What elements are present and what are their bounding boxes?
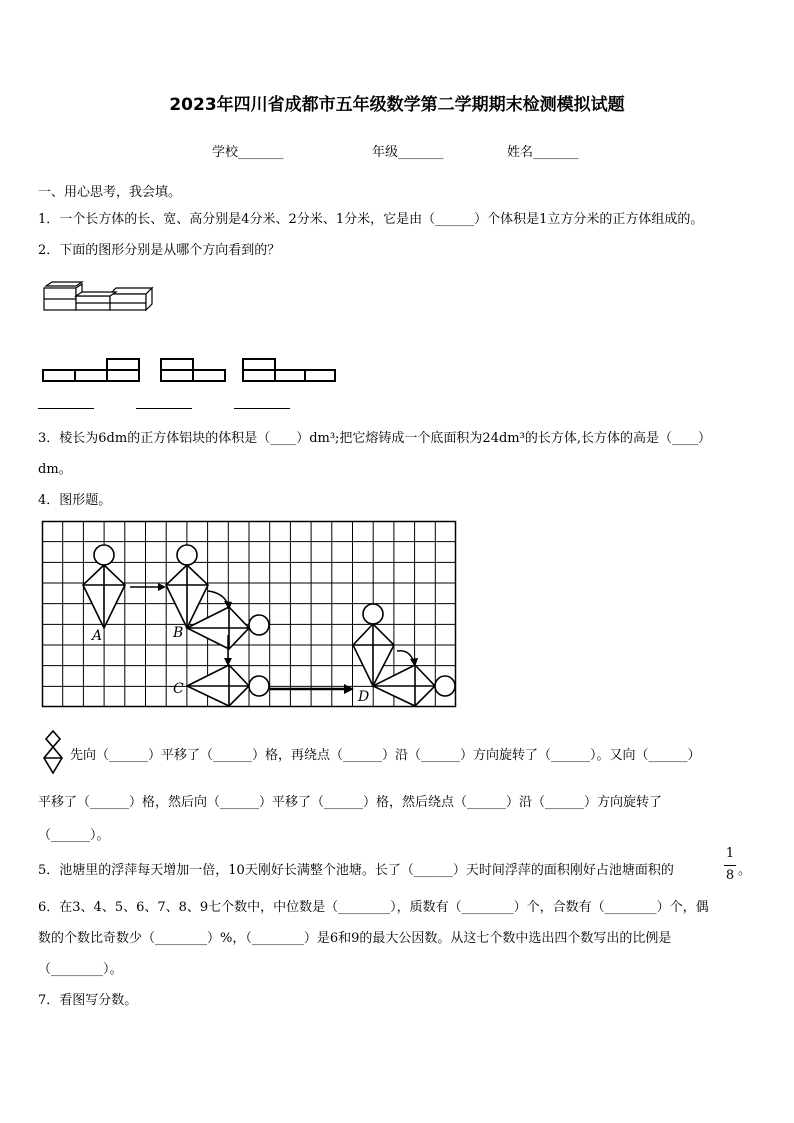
question-5-end: 。 — [738, 863, 752, 878]
answer-line-3[interactable] — [234, 408, 290, 409]
label-c: C — [173, 681, 184, 697]
question-3-line-2: dm。 — [38, 462, 72, 477]
transformation-grid — [42, 521, 456, 707]
question-5: 5．池塘里的浮萍每天增加一倍，10天刚好长满整个池塘。长了（______）天时间浮萍的面积刚好占池塘面积的 — [38, 863, 674, 878]
section-heading: 一、用心思考，我会填。 — [38, 185, 182, 200]
question-6-line-1: 6．在3、4、5、6、7、8、9七个数中，中位数是（________），质数有（________）个，合数有（________）个，偶 — [38, 900, 709, 915]
name-field: 姓名_______ — [507, 145, 579, 160]
label-a: A — [92, 628, 103, 644]
view-2 — [160, 358, 226, 382]
question-6-line-3: （________）。 — [38, 962, 123, 977]
question-2: 2．下面的图形分别是从哪个方向看到的？ — [38, 243, 281, 258]
question-7: 7．看图写分数。 — [38, 993, 138, 1008]
fraction-denominator: 8 — [725, 868, 735, 883]
question-3-line-1: 3．棱长为6dm的正方体铝块的体积是（____）dm³;把它熔铸成一个底面积为24dm³的长方体,长方体的高是（____） — [38, 431, 711, 446]
view-1 — [42, 358, 142, 382]
label-b: B — [173, 625, 184, 641]
answer-line-2[interactable] — [136, 408, 192, 409]
question-4-line-1: 先向（______）平移了（______）格，再绕点（______）沿（______）方向旋转了（______）。又向（______） — [70, 748, 701, 763]
label-d: D — [358, 689, 370, 705]
question-4-line-2: 平移了（______）格，然后向（______）平移了（______）格，然后绕点（______）沿（______）方向旋转了 — [38, 795, 663, 810]
view-3 — [242, 358, 338, 382]
kite-figure — [42, 730, 66, 774]
grade-field: 年级_______ — [372, 145, 444, 160]
question-4: 4．图形题。 — [38, 493, 112, 508]
question-1: 1．一个长方体的长、宽、高分别是4分米、2分米、1分米，它是由（______）个体积是1立方分米的正方体组成的。 — [38, 212, 704, 227]
fraction-bar — [724, 865, 736, 866]
fraction-numerator: 1 — [725, 846, 735, 861]
cube-stack-figure — [40, 282, 160, 312]
answer-line-1[interactable] — [38, 408, 94, 409]
page-title: 2023年四川省成都市五年级数学第二学期期末检测模拟试题 — [169, 95, 625, 115]
school-field: 学校_______ — [212, 145, 284, 160]
question-4-line-3: （______）。 — [38, 828, 110, 843]
question-6-line-2: 数的个数比奇数少（________）%，（________）是6和9的最大公因数。从这七个数中选出四个数写出的比例是 — [38, 931, 672, 946]
